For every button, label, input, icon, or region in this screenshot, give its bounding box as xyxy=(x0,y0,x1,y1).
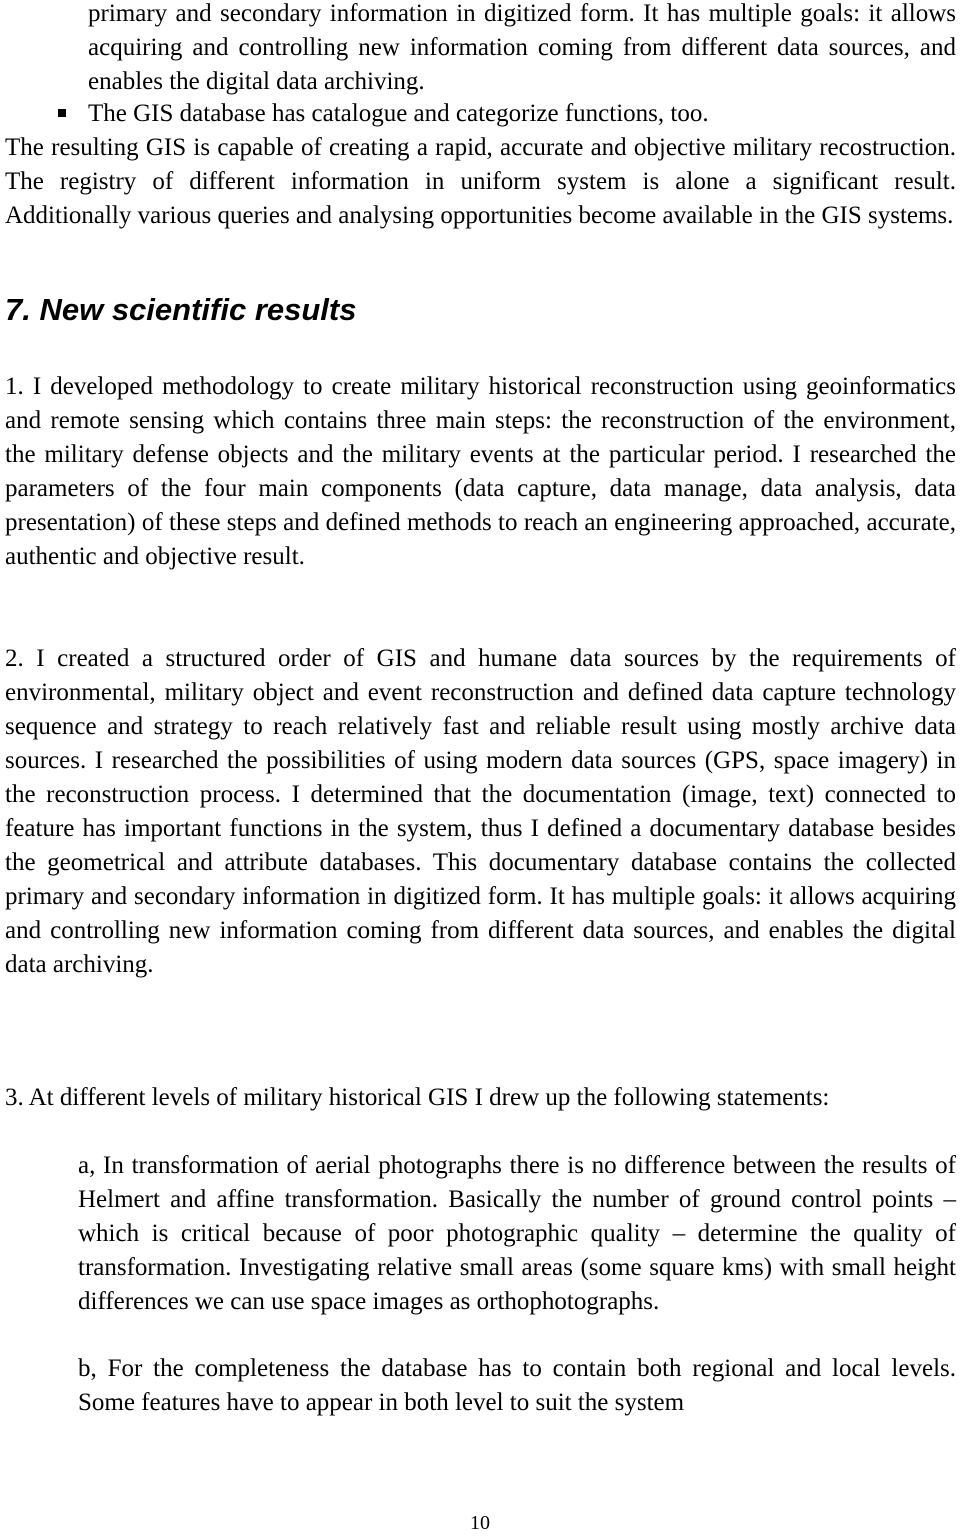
continuation-paragraph: primary and secondary information in digitized form. It has multiple goals: it allows acquiring and controlling new information coming from different data sources, and enables the digital data archiving. xyxy=(88,0,956,95)
result-paragraph-1: 1. I developed methodology to create military historical reconstruction using geoinformatics and remote sensing which contains three main steps: the reconstruction of the environment, the military defense objects and the military events at the particular period. I researched the parameters of the four main components (data capture, data manage, data analysis, data presentation) of these steps and defined methods to reach an engineering approached, accurate, authentic and objective result. xyxy=(5,373,956,570)
bullet-item xyxy=(58,97,956,131)
bullet-text: The GIS database has catalogue and categorize functions, too. xyxy=(88,100,709,127)
result-paragraph-3: 3. At different levels of military historical GIS I drew up the following statements: xyxy=(5,1084,830,1111)
statement-a: a, In transformation of aerial photographs there is no difference between the results of Helmert and affine transformation. Basically the number of ground control points – which is critical because of poor photographic quality – determine the quality of transformation. Investigating relative small areas (some square kms) with small height differences we can use space images as orthophotographs. xyxy=(78,1152,956,1315)
page-number: 10 xyxy=(470,1512,490,1534)
result-paragraph-2: 2. I created a structured order of GIS and humane data sources by the requirements of environmental, military object and event reconstruction and defined data capture technology sequence and strategy to reach relatively fast and reliable result using mostly archive data sources. I researched the possibilities of using modern data sources (GPS, space imagery) in the reconstruction process. I determined that the documentation (image, text) connected to feature has important functions in the system, thus I defined a documentary database besides the geometrical and attribute databases. This documentary database contains the collected primary and secondary information in digitized form. It has multiple goals: it allows acquiring and controlling new information coming from different data sources, and enables the digital data archiving. xyxy=(5,645,956,978)
statement-b: b, For the completeness the database has to contain both regional and local levels. Some features have to appear in both level to suit the system xyxy=(78,1355,956,1416)
square-bullet-icon xyxy=(58,109,66,117)
summary-paragraph: The resulting GIS is capable of creating a rapid, accurate and objective military recostruction. The registry of different information in uniform system is alone a significant result. Additionally various queries and analysing opportunities become available in the GIS systems. xyxy=(5,134,956,229)
section-heading: 7. New scientific results xyxy=(5,292,357,327)
